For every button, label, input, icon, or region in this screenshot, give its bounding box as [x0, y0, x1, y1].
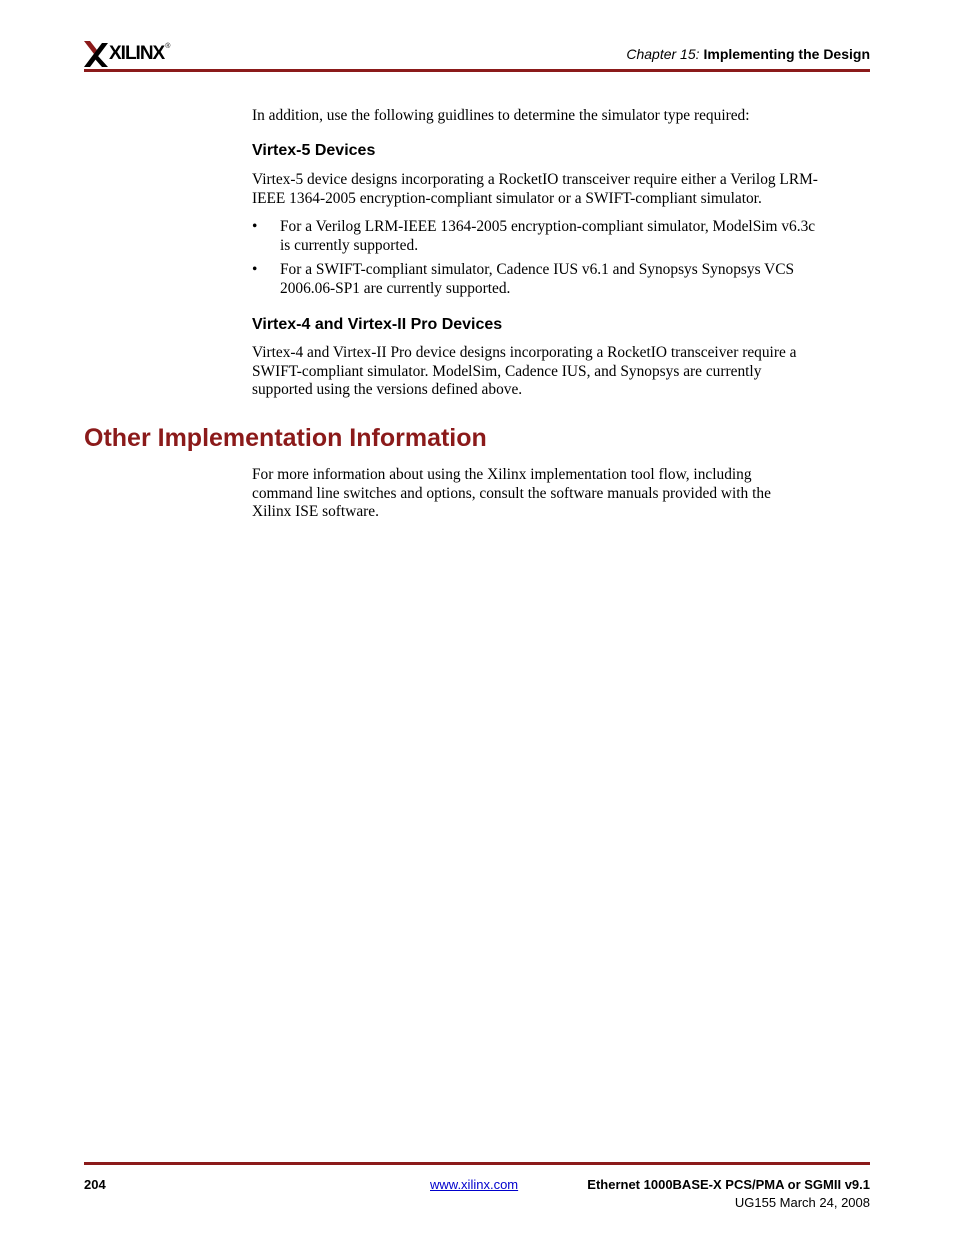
other-info-line-3: Xilinx ISE software.: [252, 503, 379, 521]
document-title: Ethernet 1000BASE-X PCS/PMA or SGMII v9.1: [587, 1177, 870, 1192]
virtex5-line-2: IEEE 1364-2005 encryption-compliant simulator or a SWIFT-compliant simulator.: [252, 189, 762, 207]
virtex5-heading: Virtex-5 Devices: [252, 142, 376, 159]
virtex5-paragraph: [252, 171, 872, 208]
document-id-date: UG155 March 24, 2008: [734, 1195, 870, 1210]
list-item-line: 2006.06-SP1 are currently supported.: [280, 279, 511, 297]
xilinx-logo: [84, 40, 170, 68]
list-item-line: For a SWIFT-compliant simulator, Cadence IUS v6.1 and Synopsys Synopsys VCS: [280, 261, 795, 278]
section-heading: Other Implementation Information: [84, 424, 487, 452]
virtex4-line-3: supported using the versions defined above.: [252, 381, 523, 399]
xilinx-website-link[interactable]: www.xilinx.com: [430, 1177, 519, 1192]
list-item-text: [280, 261, 872, 298]
logo-registered-mark: ®: [165, 43, 171, 50]
other-info-line-1: For more information about using the Xilinx implementation tool flow, including: [252, 466, 752, 483]
running-head: [626, 46, 870, 62]
virtex4-paragraph: [252, 344, 872, 400]
chapter-label: Chapter 15:: [626, 46, 700, 62]
bullet-icon: •: [252, 218, 258, 235]
bullet-icon: •: [252, 261, 258, 278]
list-item-line: is currently supported.: [280, 236, 419, 254]
header-rule: [84, 69, 870, 72]
virtex5-line-1: Virtex-5 device designs incorporating a RocketIO transceiver require either a Verilog LRM-: [252, 171, 818, 188]
list-item-text: [280, 218, 872, 255]
logo-text: XILINX: [109, 43, 165, 64]
other-info-line-2: command line switches and options, consult the software manuals provided with the: [252, 484, 771, 502]
other-info-paragraph: [252, 466, 872, 522]
page-header: [84, 38, 870, 71]
page-number: 204: [84, 1177, 106, 1192]
document-info: [587, 1176, 870, 1212]
xilinx-x-icon: [84, 41, 108, 67]
footer-rule: [84, 1162, 870, 1165]
virtex4-line-1: Virtex-4 and Virtex-II Pro device designs incorporating a RocketIO transceiver require a: [252, 344, 797, 361]
virtex4-heading: Virtex-4 and Virtex-II Pro Devices: [252, 316, 503, 333]
list-item-line: For a Verilog LRM-IEEE 1364-2005 encryption-compliant simulator, ModelSim v6.3c: [280, 218, 816, 235]
virtex4-line-2: SWIFT-compliant simulator. ModelSim, Cadence IUS, and Synopsys are currently: [252, 362, 762, 380]
intro-paragraph: In addition, use the following guidlines to determine the simulator type required:: [252, 107, 750, 124]
chapter-title: Implementing the Design: [703, 46, 870, 62]
